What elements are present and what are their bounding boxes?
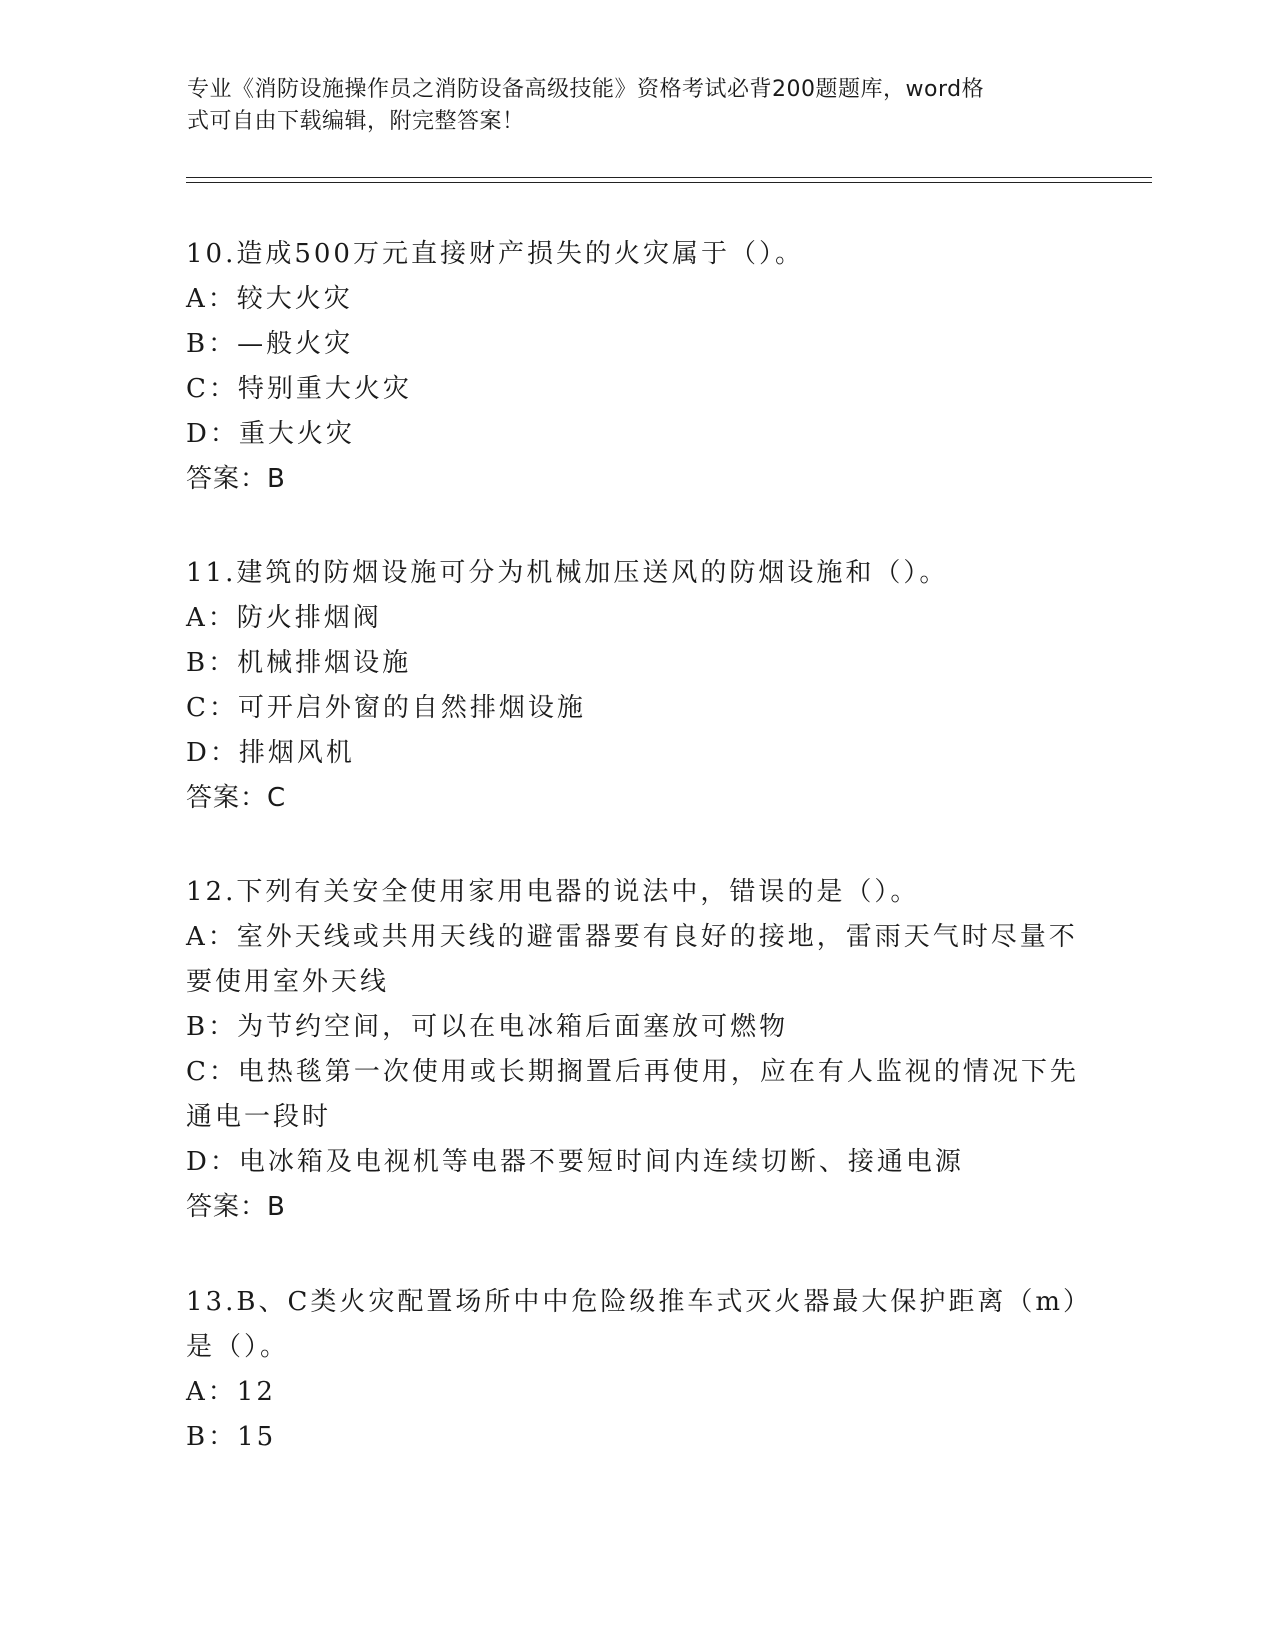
answer-label: 答案：B [186,1192,286,1222]
option-b: B：—般火灾 [186,329,354,359]
option-d: D：电冰箱及电视机等电器不要短时间内连续切断、接通电源 [186,1147,964,1177]
option-a: A：室外天线或共用天线的避雷器要有良好的接地，雷雨天气时尽量不 [186,922,1078,952]
header-line-2: 式可自由下载编辑，附完整答案！ [187,109,525,134]
answer-label: 答案：B [186,464,286,494]
option-d: D：排烟风机 [186,738,355,768]
question-stem: 12.下列有关安全使用家用电器的说法中，错误的是（）。 [186,877,920,907]
option-c: C：特别重大火灾 [186,374,412,404]
option-c: C：可开启外窗的自然排烟设施 [186,693,586,723]
option-d: D：重大火灾 [186,419,355,449]
option-a: A：12 [186,1377,276,1407]
option-b: B：机械排烟设施 [186,648,412,678]
question-12 [186,870,1086,1230]
question-stem-continued: 是（）。 [186,1332,290,1362]
option-c-continued: 通电一段时 [186,1102,332,1132]
option-b: B：为节约空间，可以在电冰箱后面塞放可燃物 [186,1012,789,1042]
question-10 [186,232,1086,502]
question-stem: 11.建筑的防烟设施可分为机械加压送风的防烟设施和（）。 [186,558,949,588]
question-stem: 10.造成500万元直接财产损失的火灾属于（）。 [186,239,804,269]
option-c: C：电热毯第一次使用或长期搁置后再使用，应在有人监视的情况下先 [186,1057,1079,1087]
question-13 [186,1280,1093,1460]
header-line-1: 专业《消防设施操作员之消防设备高级技能》资格考试必背200题题库，word格 [187,77,985,102]
option-a: A：较大火灾 [186,284,353,314]
question-stem: 13.B、C类火灾配置场所中中危险级推车式灭火器最大保护距离（m） [186,1287,1093,1317]
option-a-continued: 要使用室外天线 [186,967,390,997]
answer-label: 答案：C [186,783,287,813]
question-11 [186,551,1086,821]
option-b: B：15 [186,1422,277,1452]
header-divider-bottom [186,182,1152,183]
option-a: A：防火排烟阀 [186,603,382,633]
document-header [187,74,1067,138]
header-divider-top [186,177,1152,178]
